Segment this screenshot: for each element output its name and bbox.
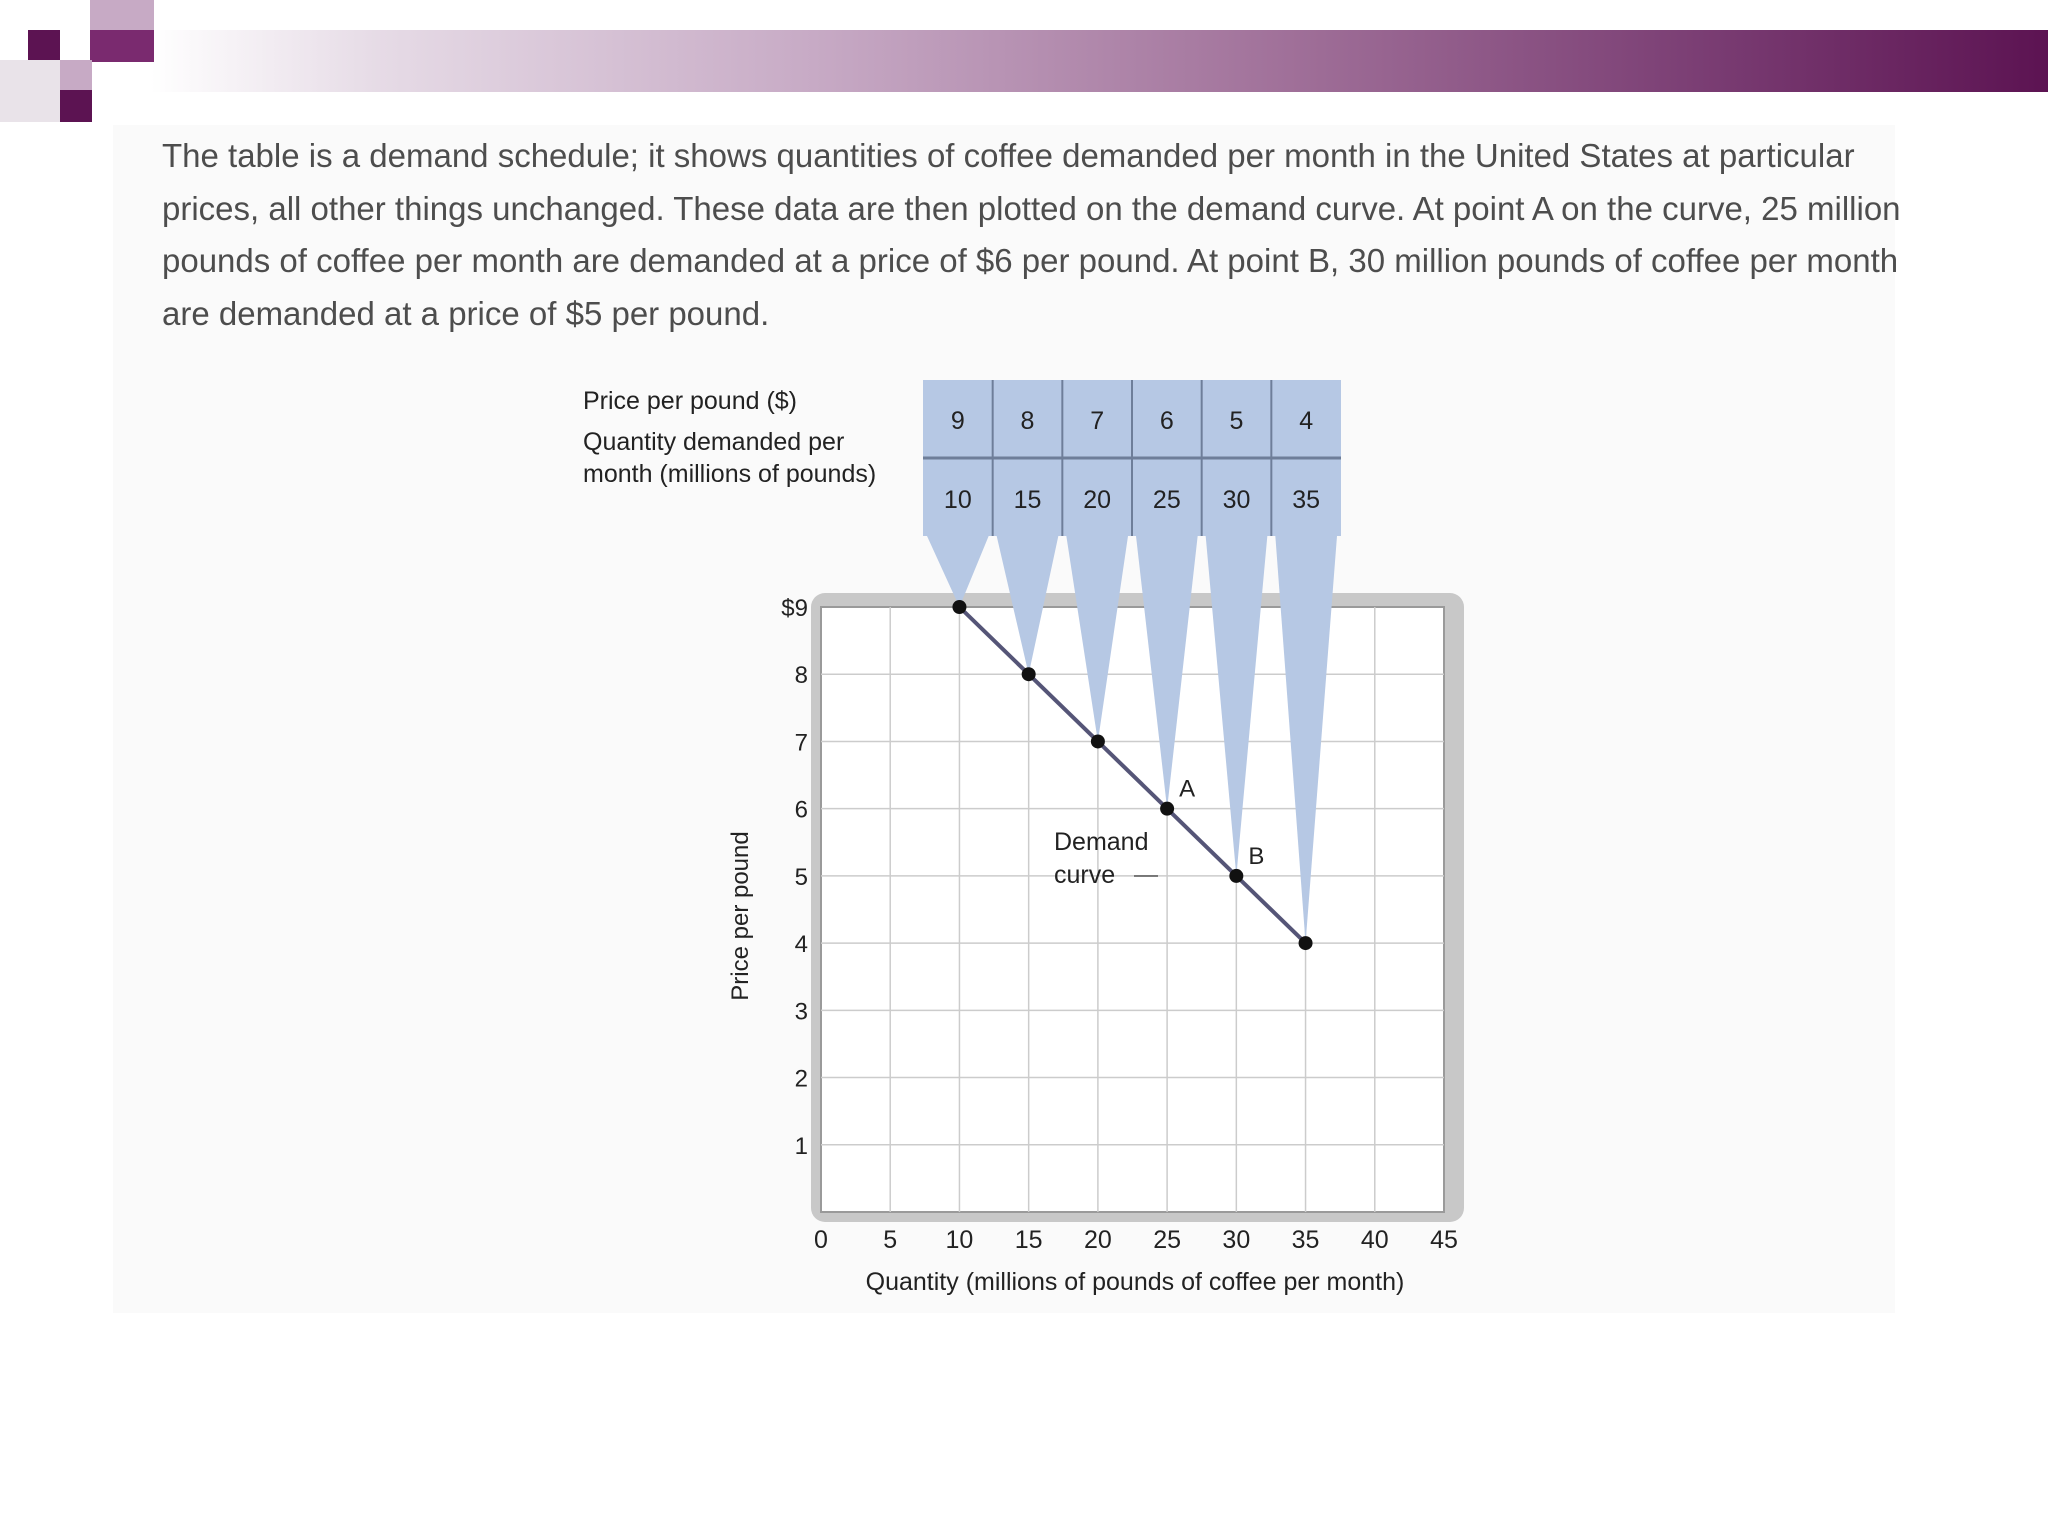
y-tick-label: 5 [794,863,808,891]
table-quantity-cell: 10 [943,486,972,514]
demand-point [1160,802,1174,816]
caption-text: The table is a demand schedule; it shows quantities of coffee demanded per month in the United States at particular prices, all other things unchanged. These data are then plotted on the demand curve. At point A on the curve, 25 million pounds of coffee per month are demanded at a price of $6 per pound. At point B, 30 million pounds of coffee per month are demanded at a price of $5 per pound. [162,137,1901,332]
x-tick-label: 0 [814,1226,828,1254]
demand-point [952,600,966,614]
table-quantity-cell: 20 [1083,486,1112,514]
demand-point [1022,667,1036,681]
y-tick-label: 1 [794,1132,808,1160]
x-tick-label: 15 [1014,1226,1043,1254]
table-quantity-cell: 30 [1222,486,1251,514]
y-tick-label: $9 [781,595,808,622]
x-tick-label: 20 [1083,1226,1112,1254]
table-quantity-cell: 35 [1292,486,1321,514]
table-row2-label-line2: month (millions of pounds) [583,460,877,488]
y-tick-label: 8 [794,662,808,690]
x-tick-label: 25 [1153,1226,1182,1254]
y-tick-label: 2 [794,1065,808,1093]
demand-point [1299,936,1313,950]
table-price-cell: 7 [1090,407,1105,435]
table-price-cell: 9 [950,407,965,435]
point-annotation-label: B [1248,842,1265,870]
table-price-cell: 4 [1299,407,1314,435]
y-tick-label: 6 [794,796,808,824]
x-tick-label: 5 [883,1226,898,1254]
table-row2-label-line1: Quantity demanded per [583,428,845,456]
y-tick-label: 4 [794,931,808,959]
table-price-cell: 8 [1020,407,1035,435]
table-price-cell: 6 [1159,407,1174,435]
x-tick-label: 40 [1360,1226,1389,1254]
table-row1-label: Price per pound ($) [583,387,798,415]
y-axis-label: Price per pound [727,831,754,1001]
demand-point [1229,869,1243,883]
x-axis-label: Quantity (millions of pounds of coffee per month) [865,1268,1405,1296]
x-tick-label: 30 [1222,1226,1251,1254]
x-tick-label: 10 [945,1226,974,1254]
y-tick-label: 3 [794,998,808,1026]
demand-curve-label-line1: Demand [1054,828,1149,856]
x-tick-label: 35 [1291,1226,1320,1254]
point-annotation-label: A [1179,775,1196,803]
x-tick-label: 45 [1430,1226,1458,1254]
plot-area [821,607,1444,1212]
y-tick-label: 7 [794,729,808,757]
table-quantity-cell: 25 [1152,486,1181,514]
table-price-cell: 5 [1229,407,1244,435]
table-quantity-cell: 15 [1013,486,1042,514]
demand-point [1091,734,1105,748]
demand-curve-label-line2: curve [1054,861,1116,889]
